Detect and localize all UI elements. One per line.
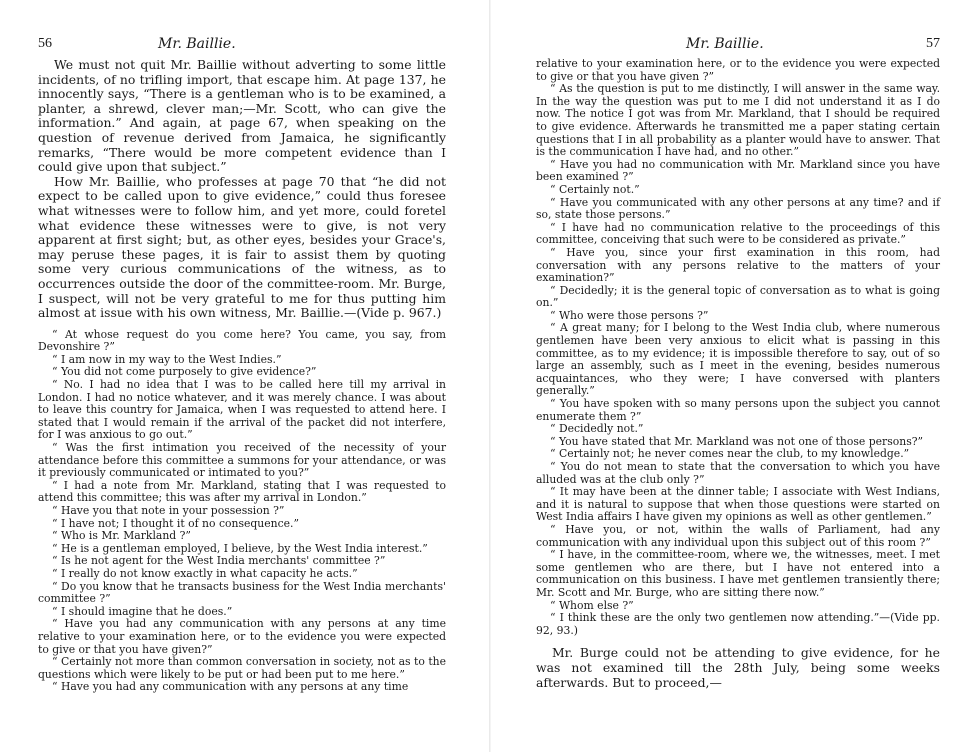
left-running-title: Mr. Baillie. — [158, 36, 236, 52]
right-closing-text — [536, 646, 940, 690]
evidence-paragraph: “ He is a gentleman employed, I believe, by the West India interest.” — [52, 541, 428, 555]
evidence-paragraph: “ I should imagine that he does.” — [52, 604, 233, 618]
evidence-paragraph: “ Certainly not.” — [550, 182, 640, 196]
evidence-paragraph: “ I think these are the only two gentlemen now attending.”—(Vide pp. 92, 93.) — [536, 611, 940, 637]
evidence-paragraph: “ At whose request do you come here? You came, you say, from Devonshire ?” — [38, 327, 446, 354]
right-evidence-text — [536, 58, 940, 637]
right-page — [490, 0, 980, 752]
evidence-paragraph: “ I am now in my way to the West Indies.” — [52, 352, 282, 366]
left-evidence-text — [38, 329, 446, 694]
evidence-paragraph: “ Certainly not more than common conversation in society, not as to the questions which were likely to be put or had been put to me here.” — [38, 655, 446, 681]
evidence-paragraph: “ It may have been at the dinner table; I associate with West Indians, and it is natural to suppose that when those questions were started on West India affairs I have given my opinions as well as other gentlemen.” — [536, 485, 940, 524]
evidence-paragraph: “ Certainly not; he never comes near the club, to my knowledge.” — [550, 447, 910, 461]
evidence-paragraph: “ You do not mean to state that the conversation to which you have alluded was at the club only ?” — [536, 460, 940, 486]
evidence-paragraph: “ I have, in the committee-room, where we, the witnesses, meet. I met some gentlemen who are there, but I have not entered into a communication on this business. I have met gentlemen transiently there; Mr. Scott and Mr. Burge, who are sitting there now.” — [536, 548, 940, 599]
evidence-paragraph: “ Have you that note in your possession ?” — [52, 504, 285, 517]
evidence-paragraph: “ I have had no communication relative to the proceedings of this committee, conceiving that such were to be considered as private.” — [536, 220, 940, 247]
left-page-number: 56 — [38, 36, 52, 51]
evidence-paragraph: “ Whom else ?” — [550, 598, 634, 612]
evidence-paragraph: “ Do you know that he transacts business for the West India merchants' committee ?” — [38, 579, 446, 606]
evidence-paragraph: “ Have you communicated with any other persons at any time? and if so, state those persons.” — [536, 195, 940, 222]
evidence-paragraph: “ Have you had any communication with any persons at any time relative to your examination here, or to the evidence you were expected to give or that you have given?” — [38, 617, 446, 656]
evidence-paragraph: “ You did not come purposely to give evidence?” — [52, 365, 317, 379]
left-main-paragraph: We must not quit Mr. Baillie without adverting to some little incidents, of no trifling import, that escape him. At page 137, he innocently says, “There is a gentleman who is to be examined, a planter, a shrewd, clever man;—Mr. Scott, who can give the information.” And again, at page 67, when speaking on the question of revenue derived from Jamaica, he significantly remarks, “There would be more competent evidence than I could give upon that subject.” — [38, 57, 446, 175]
evidence-paragraph: “ Is he not agent for the West India merchants' committee ?” — [52, 554, 386, 568]
evidence-paragraph: “ Was the first intimation you received of the necessity of your attendance before this committee a summons for your attendance, or was it previously communicated or intimated to you?” — [38, 441, 446, 480]
evidence-paragraph: “ I really do not know exactly in what capacity he acts.” — [52, 566, 358, 580]
evidence-paragraph: “ A great many; for I belong to the West India club, where numerous gentlemen have been very anxious to elicit what is passing in this committee, as to my evidence; it is impossible therefore to say, out of so large an assembly, such as I meet in the evening, besides numerous acquaintances, who they were; I have conversed with planters generally.” — [536, 321, 940, 398]
right-page-header — [536, 36, 940, 58]
evidence-paragraph: “ Have you had any communication with any persons at any time — [52, 680, 409, 694]
evidence-paragraph: “ Who is Mr. Markland ?” — [52, 529, 191, 543]
evidence-paragraph: relative to your examination here, or to the evidence you were expected to give or that you have given ?” — [536, 57, 940, 83]
evidence-paragraph: “ I have not; I thought it of no consequence.” — [52, 516, 299, 530]
closing-paragraph: Mr. Burge could not be attending to give evidence, for he was not examined till the 28th July, being some weeks afterwards. But to proceed,— — [536, 645, 940, 690]
evidence-paragraph: “ No. I had no idea that I was to be called here till my arrival in London. I had no notice whatever, and it was merely chance. I was about to leave this country for Jamaica, when I was requested to attend here. I stated that I would remain if the arrival of the packet did not interfere, for I was anxious to go out.” — [38, 378, 446, 442]
evidence-paragraph: “ You have stated that Mr. Markland was not one of those persons?” — [550, 434, 924, 448]
evidence-paragraph: “ Have you, since your first examination in this room, had conversation with any persons relative to the matters of your examination?” — [536, 245, 940, 285]
right-running-title: Mr. Baillie. — [686, 36, 764, 52]
left-main-text — [38, 58, 446, 321]
right-page-number: 57 — [926, 36, 940, 51]
evidence-paragraph: “ As the question is put to me distinctly, I will answer in the same way. In the way the question was put to me I did not understand it as I do now. The notice I got was from Mr. Markland, that I should be required to give evidence. Afterwards he transmitted me a paper stating certain questions that I in all probability as a planter would have to answer. That is the communication I have had, and no other.” — [536, 82, 940, 159]
evidence-paragraph: “ Who were those persons ?” — [550, 308, 709, 322]
evidence-paragraph: “ Decidedly; it is the general topic of conversation as to what is going on.” — [536, 283, 940, 310]
left-main-paragraph: How Mr. Baillie, who professes at page 70 that “he did not expect to be called upon to give evidence,” could thus foresee what witnesses were to follow him, and yet more, could foretel what evidence these witnesses were to give, is not very apparent at first sight; but, as other eyes, besides your Grace's, may peruse these pages, it is fair to assist them by quoting some very curious communications of the witness, as to occurrences outside the door of the committee-room. Mr. Burge, I suspect, will not be very grateful to me for thus putting him almost at issue with his own witness, Mr. Baillie.—(Vide p. 967.) — [38, 173, 446, 321]
evidence-paragraph: “ Have you had no communication with Mr. Markland since you have been examined ?” — [536, 157, 940, 184]
evidence-paragraph: “ I had a note from Mr. Markland, stating that I was requested to attend this committee; this was after my arrival in London.” — [38, 478, 446, 505]
evidence-paragraph: “ You have spoken with so many persons upon the subject you cannot enumerate them ?” — [536, 397, 940, 423]
left-page-header — [38, 36, 446, 58]
evidence-paragraph: “ Have you, or not, within the walls of Parliament, had any communication with any individual upon this subject out of this room ?” — [536, 522, 940, 549]
evidence-paragraph: “ Decidedly not.” — [550, 422, 644, 436]
